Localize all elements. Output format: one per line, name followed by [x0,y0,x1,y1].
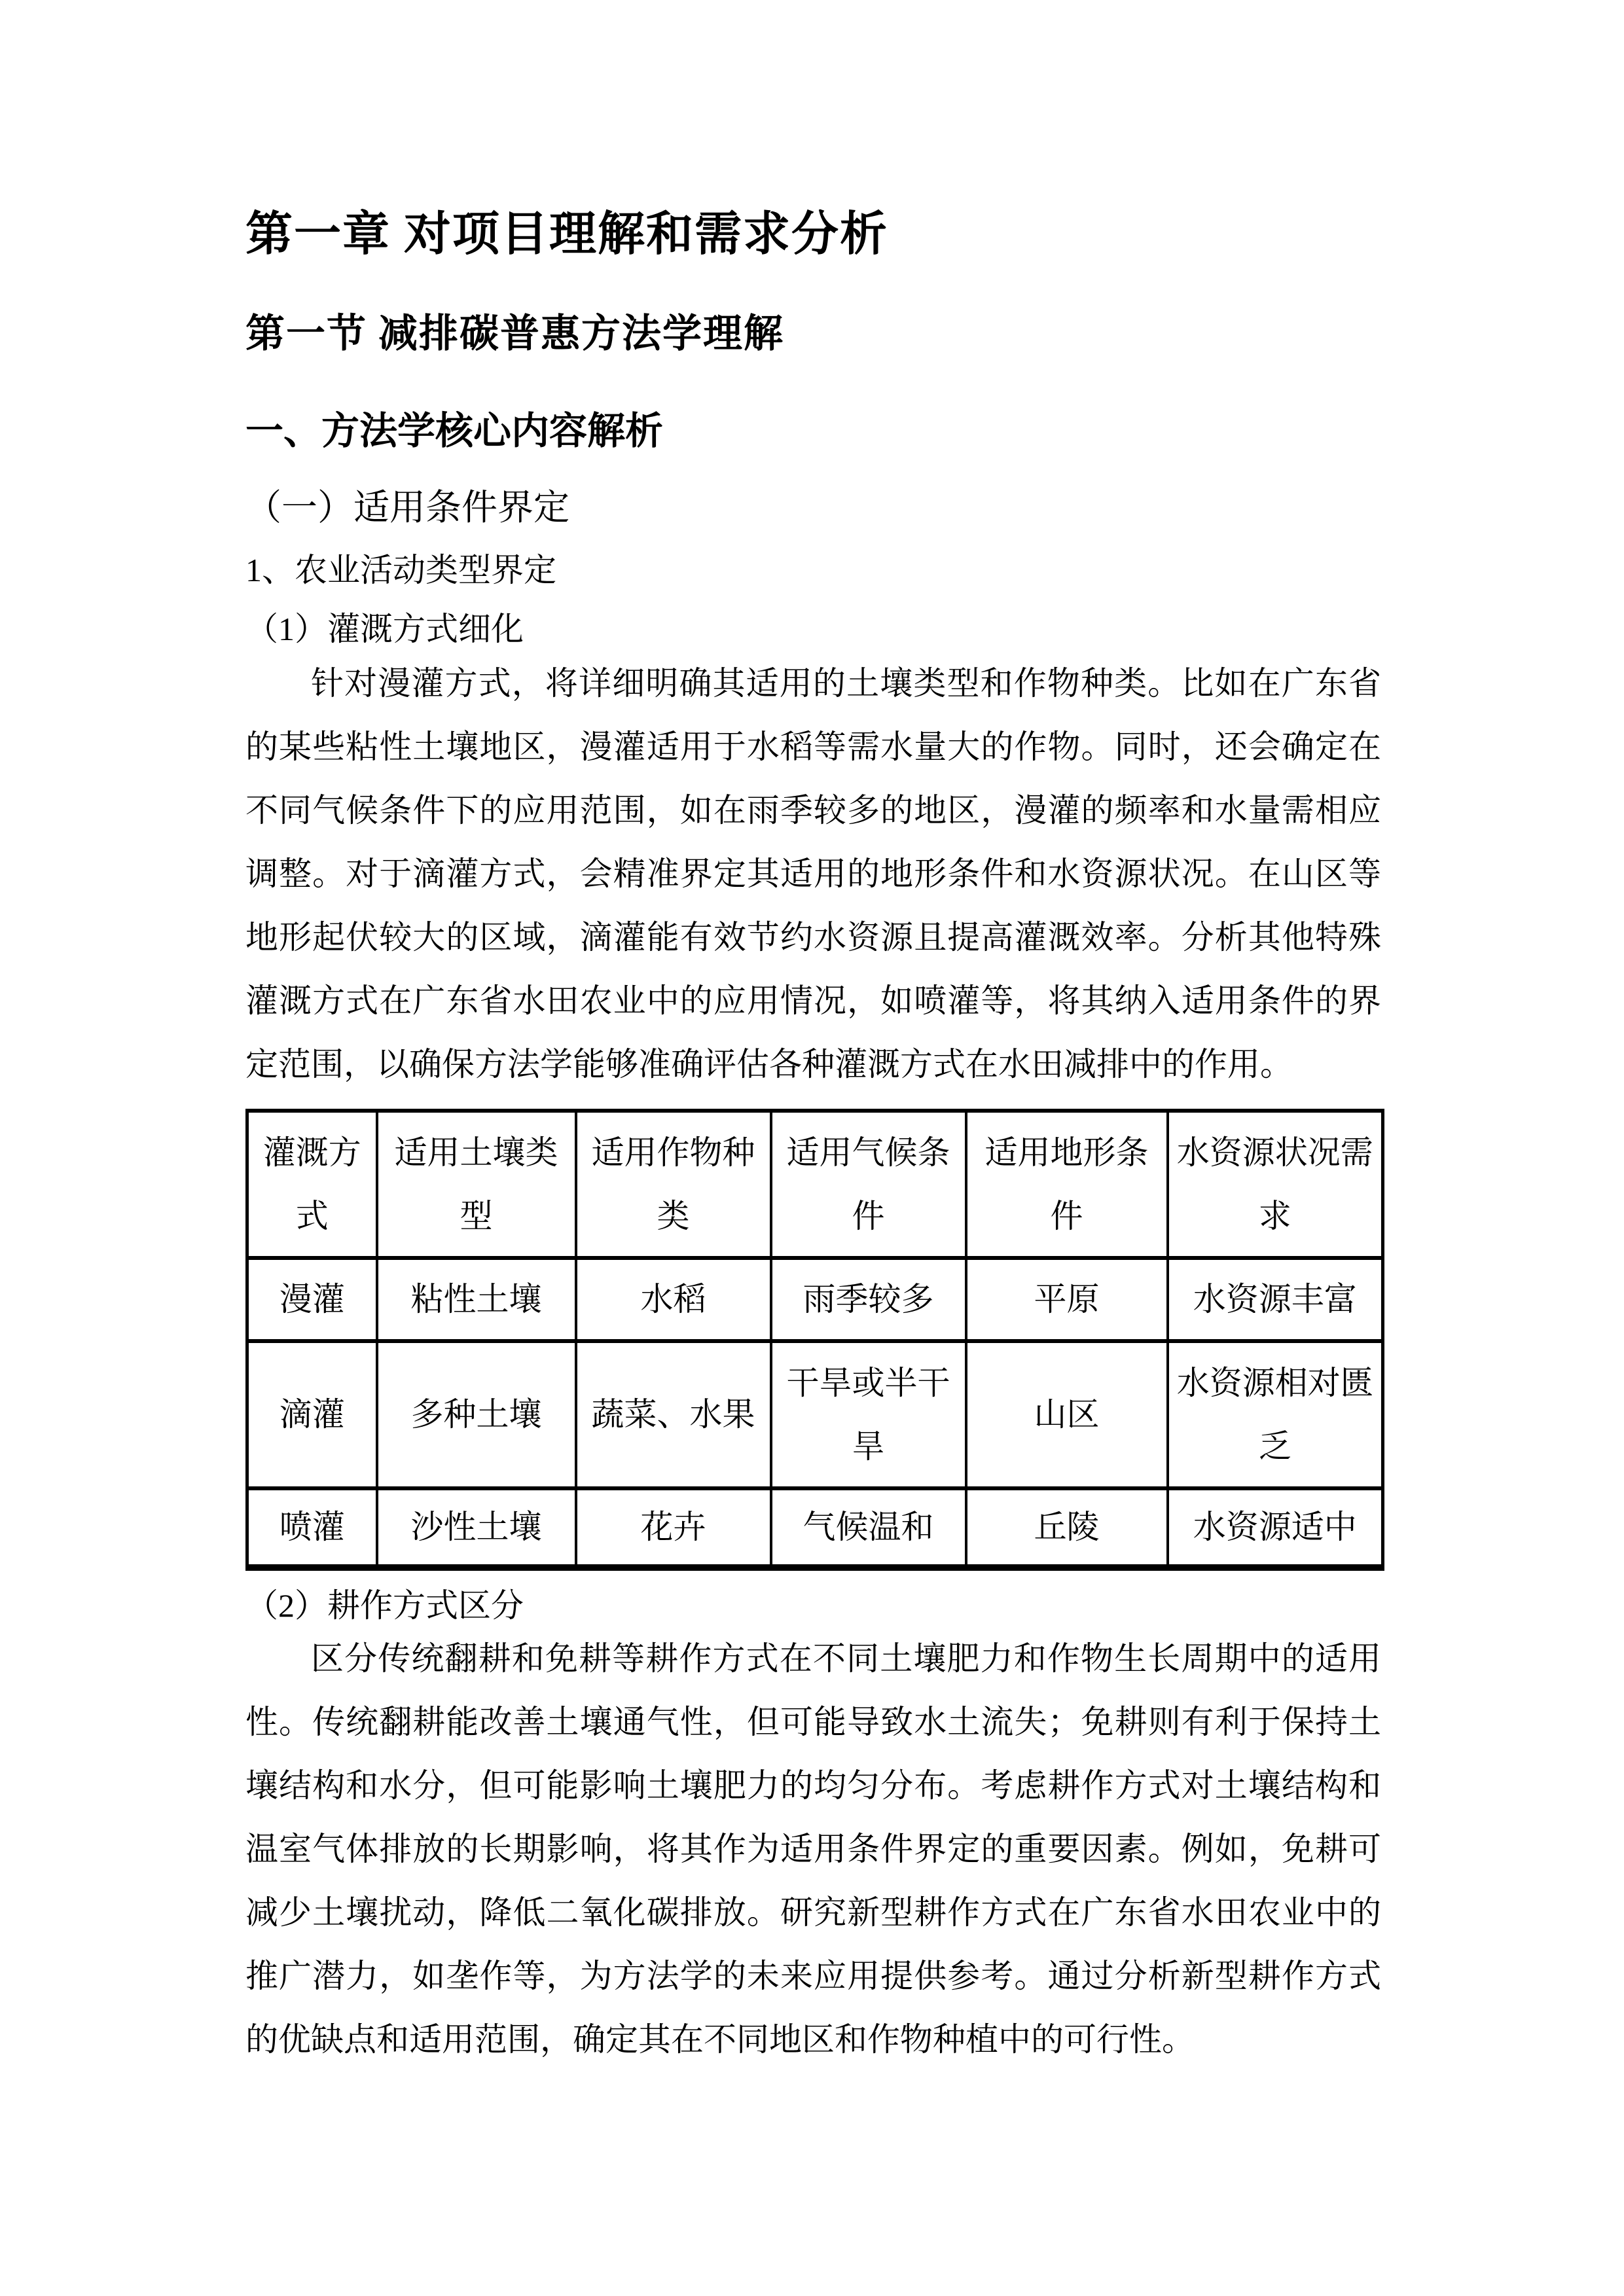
table-header-row [247,1111,1383,1258]
table-cell: 水资源丰富 [1168,1258,1383,1341]
table-cell: 喷灌 [247,1488,377,1568]
heading-irrigation-method: （1）灌溉方式细化 [245,611,524,647]
subsection-heading: 一、方法学核心内容解析 [245,410,664,452]
table-row-drip-irrigation [247,1341,1383,1488]
table-cell: 沙性土壤 [377,1488,576,1568]
table-cell: 丘陵 [966,1488,1168,1568]
paragraph-tillage: 区分传统翻耕和免耕等耕作方式在不同土壤肥力和作物生长周期中的适用性。传统翻耕能改善土壤通气性，但可能导致水土流失；免耕则有利于保持土壤结构和水分，但可能影响土壤肥力的均匀分布。考虑耕作方式对土壤结构和温室气体排放的长期影响，将其作为适用条件界定的重要因素。例如，免耕可减少土壤扰动，降低二氧化碳排放。研究新型耕作方式在广东省水田农业中的推广潜力，如垄作等，为方法学的未来应用提供参考。通过分析新型耕作方式的优缺点和适用范围，确定其在不同地区和作物种植中的可行性。 [245,1640,1381,2058]
section-title: 第一节 减排碳普惠方法学理解 [245,312,784,355]
table-cell: 漫灌 [247,1258,377,1341]
table-row-flood-irrigation [247,1258,1383,1341]
table-cell: 气候温和 [771,1488,966,1568]
table-cell: 雨季较多 [771,1258,966,1341]
paragraph-irrigation: 针对漫灌方式，将详细明确其适用的土壤类型和作物种类。比如在广东省的某些粘性土壤地区，漫灌适用于水稻等需水量大的作物。同时，还会确定在不同气候条件下的应用范围，如在雨季较多的地区，漫灌的频率和水量需相应调整。对于滴灌方式，会精准界定其适用的地形条件和水资源状况。在山区等地形起伏较大的区域，滴灌能有效节约水资源且提高灌溉效率。分析其他特殊灌溉方式在广东省水田农业中的应用情况，如喷灌等，将其纳入适用条件的界定范围，以确保方法学能够准确评估各种灌溉方式在水田减排中的作用。 [245,665,1381,1083]
header-cell-crop-type: 适用作物种类 [576,1111,771,1258]
header-cell-soil-type: 适用土壤类型 [377,1111,576,1258]
header-cell-irrigation-method: 灌溉方式 [247,1111,377,1258]
table-cell: 蔬菜、水果 [576,1341,771,1488]
table-row-sprinkler-irrigation [247,1488,1383,1568]
table-cell: 山区 [966,1341,1168,1488]
table-cell: 花卉 [576,1488,771,1568]
table-cell: 滴灌 [247,1341,377,1488]
header-cell-climate-condition: 适用气候条件 [771,1111,966,1258]
table-cell: 干旱或半干旱 [771,1341,966,1488]
header-cell-water-resource: 水资源状况需求 [1168,1111,1383,1258]
table-cell: 多种土壤 [377,1341,576,1488]
table-cell: 水资源相对匮乏 [1168,1341,1383,1488]
heading-agricultural-activity: 1、农业活动类型界定 [245,552,556,588]
heading-tillage-method: （2）耕作方式区分 [245,1587,524,1624]
chapter-title: 第一章 对项目理解和需求分析 [245,208,889,260]
irrigation-conditions-table [245,1109,1384,1571]
table-cell: 平原 [966,1258,1168,1341]
heading-applicable-conditions: （一）适用条件界定 [245,488,570,528]
table-cell: 水稻 [576,1258,771,1341]
header-cell-terrain-condition: 适用地形条件 [966,1111,1168,1258]
table-cell: 粘性土壤 [377,1258,576,1341]
table-cell: 水资源适中 [1168,1488,1383,1568]
